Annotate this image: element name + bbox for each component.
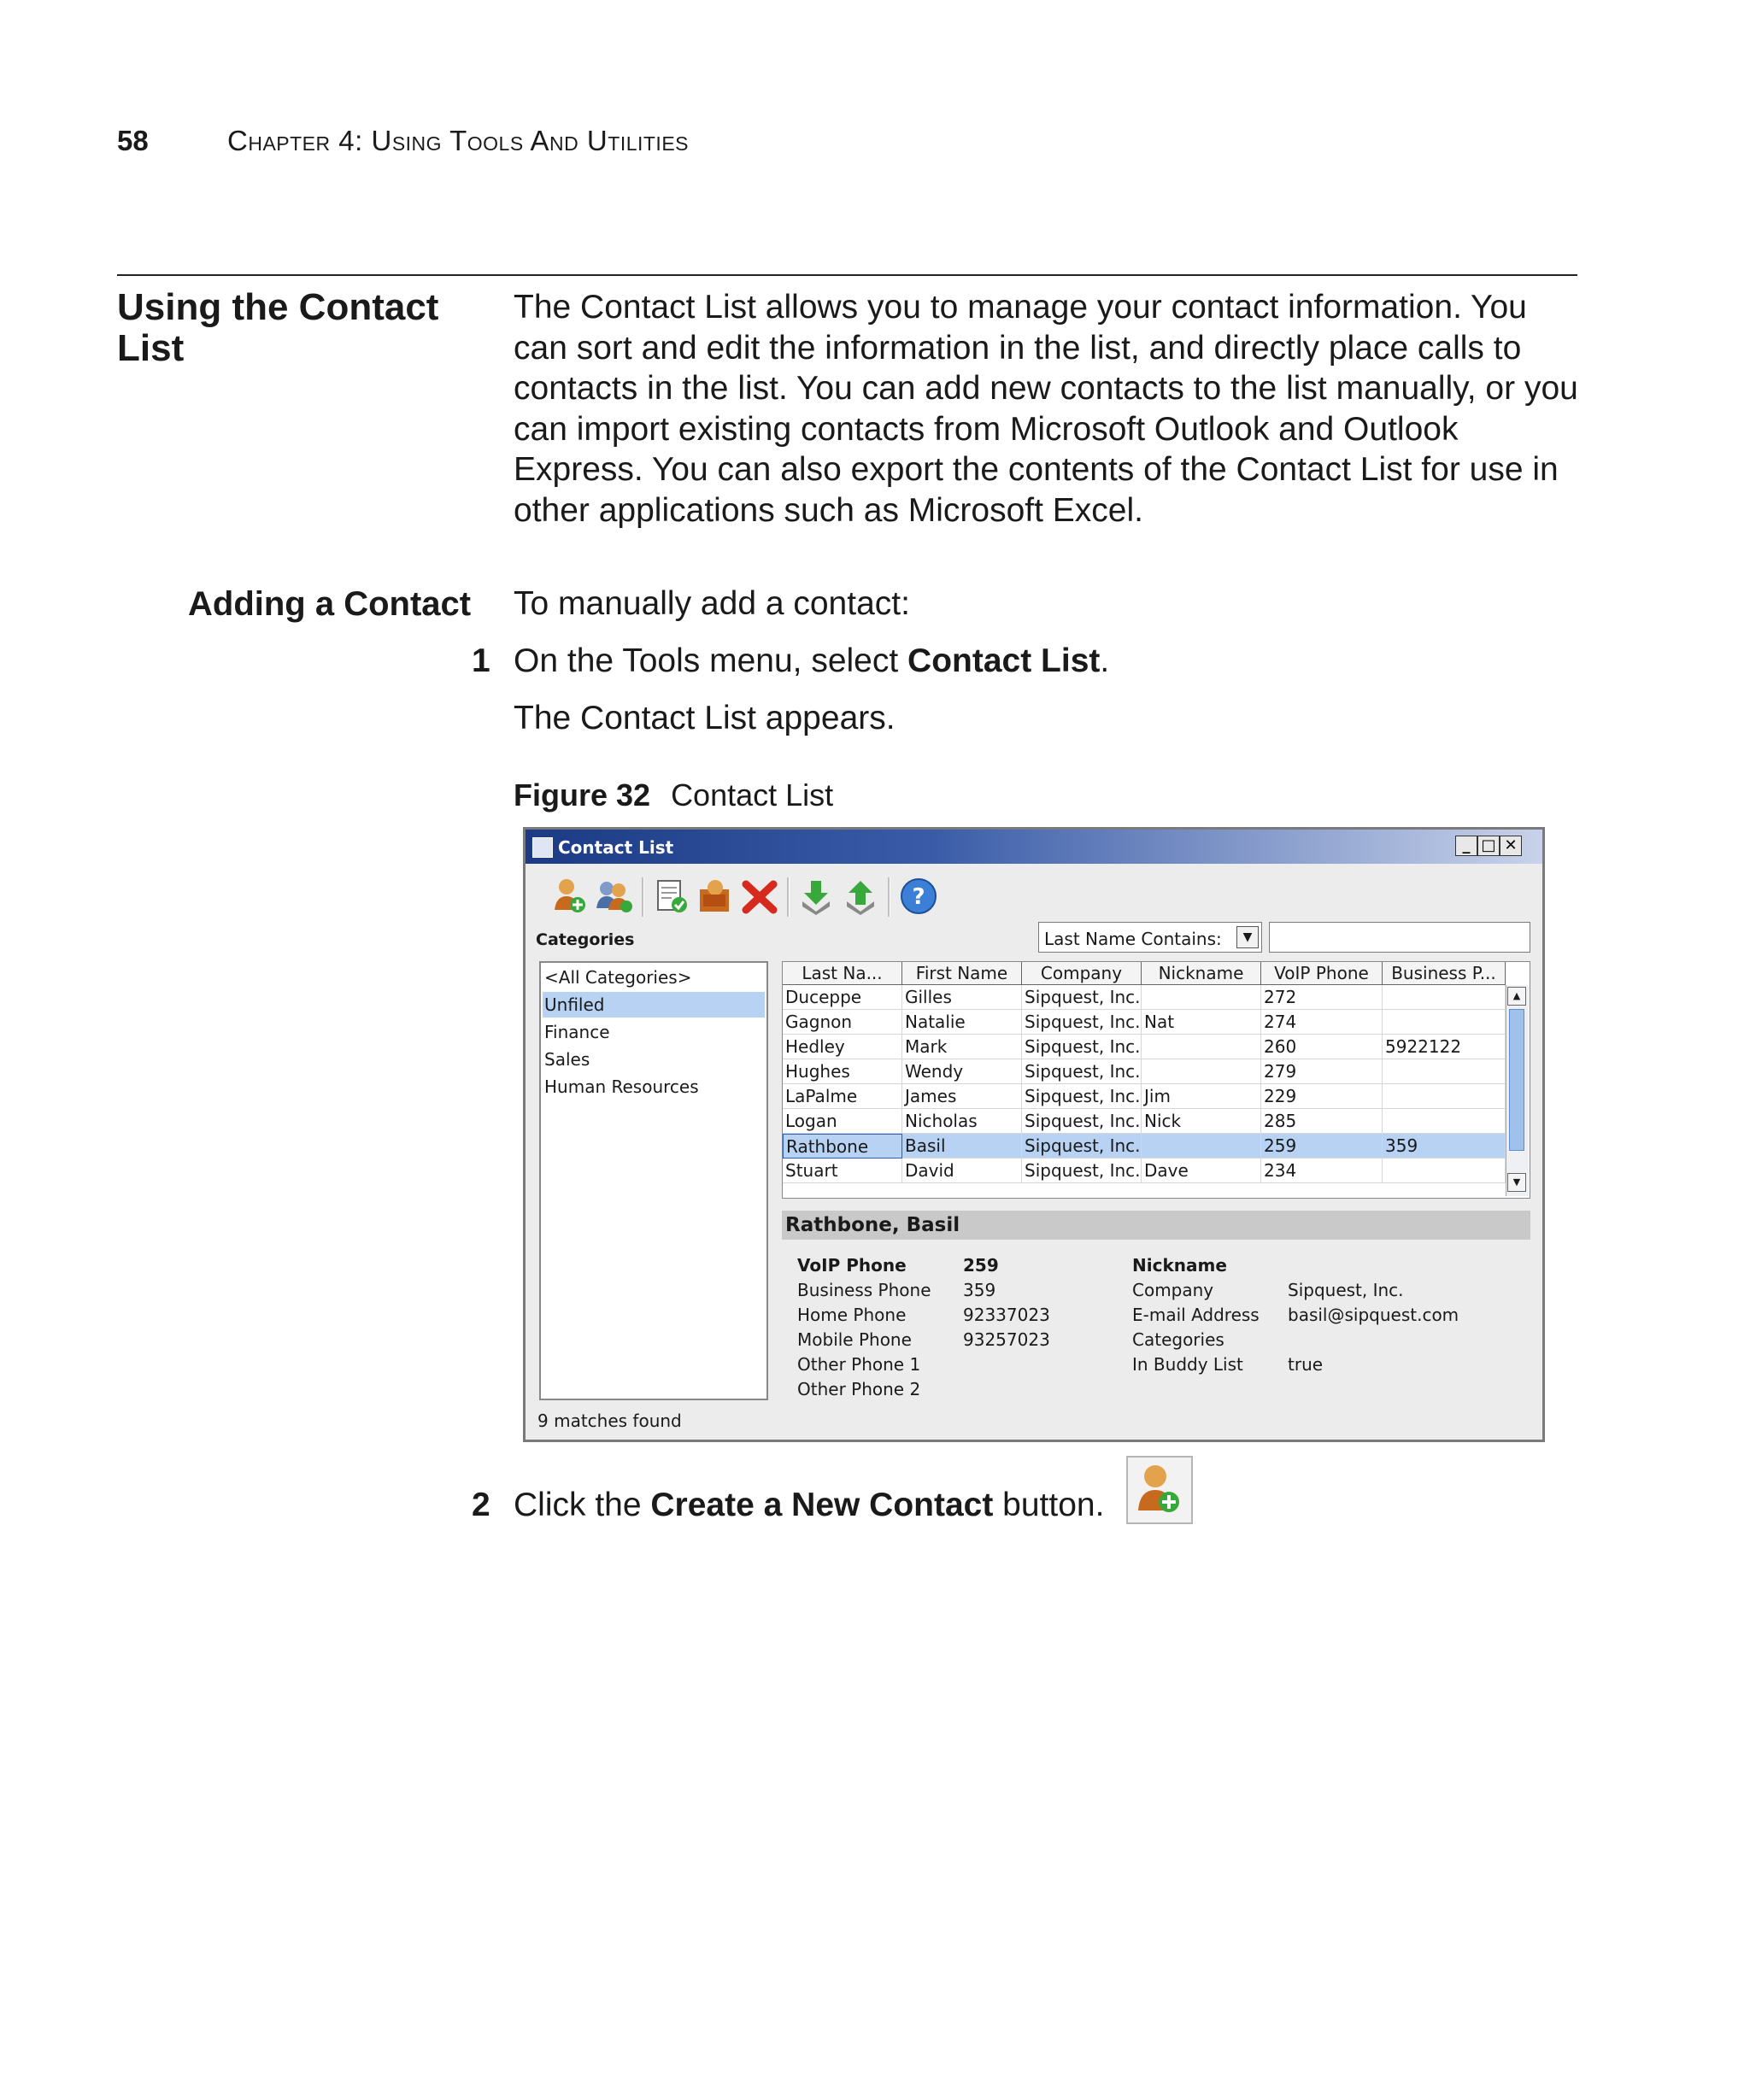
cell-nickname: Dave	[1142, 1159, 1261, 1183]
detail-label: In Buddy List	[1132, 1354, 1243, 1375]
filter-input[interactable]	[1269, 922, 1530, 953]
section-heading: Using the Contact List	[117, 286, 439, 369]
cell-voip-phone: 272	[1261, 985, 1383, 1010]
table-row[interactable]	[783, 985, 1506, 1010]
cell-voip-phone: 285	[1261, 1109, 1383, 1134]
toolbar	[526, 865, 1542, 929]
detail-label: Nickname	[1132, 1255, 1227, 1276]
step-result: The Contact List appears.	[514, 700, 896, 736]
cell-business-phone	[1383, 1084, 1506, 1109]
contact-list-window	[523, 827, 1545, 1442]
new-contact-icon	[1128, 1458, 1191, 1522]
detail-name-header: Rathbone, Basil	[782, 1211, 1530, 1240]
cell-nickname: Jim	[1142, 1084, 1261, 1109]
table-scrollbar[interactable]	[1506, 985, 1529, 1196]
step-text: Click the Create a New Contact button.	[514, 1487, 1105, 1523]
category-item[interactable]: <All Categories>	[544, 967, 692, 988]
step-text: On the Tools menu, select Contact List.	[514, 642, 1110, 679]
cell-company: Sipquest, Inc.	[1022, 1134, 1142, 1159]
cell-company: Sipquest, Inc.	[1022, 1059, 1142, 1084]
cell-voip-phone: 234	[1261, 1159, 1383, 1183]
cell-last-name: Logan	[783, 1109, 902, 1134]
column-header[interactable]: First Name	[902, 962, 1022, 985]
cell-company: Sipquest, Inc.	[1022, 1084, 1142, 1109]
table-row[interactable]	[783, 1010, 1506, 1035]
cell-company: Sipquest, Inc.	[1022, 985, 1142, 1010]
category-item[interactable]: Sales	[544, 1049, 590, 1070]
scroll-up-icon[interactable]: ▲	[1507, 987, 1526, 1006]
figure-caption	[514, 777, 833, 813]
subsection-heading: Adding a Contact	[188, 585, 472, 623]
running-head: Chapter 4: Using Tools And Utilities	[227, 125, 690, 156]
cell-nickname: Nick	[1142, 1109, 1261, 1134]
column-header[interactable]: Nickname	[1142, 962, 1261, 985]
filter-field-select[interactable]	[1038, 922, 1262, 953]
detail-label: Business Phone	[797, 1280, 931, 1300]
detail-label: Home Phone	[797, 1305, 907, 1325]
cell-voip-phone: 274	[1261, 1010, 1383, 1035]
toolbar-separator	[787, 877, 790, 917]
app-icon	[532, 837, 553, 858]
detail-label: VoIP Phone	[797, 1255, 907, 1276]
cell-nickname	[1142, 1134, 1261, 1159]
intro-paragraph: The Contact List allows you to manage your contact information. You can sort and edit the information in the list, and directly place calls to contacts in the list. You can add new contacts to the list manually, or you can import existing contacts from Microsoft Outlook and Outlook Express. You can also export the contents of the Contact List for use in other applications such as Microsoft Excel.	[514, 289, 1578, 529]
cell-first-name: Mark	[902, 1035, 1022, 1059]
new-group-icon[interactable]	[594, 876, 635, 917]
category-item-selected[interactable]: Unfiled	[543, 992, 765, 1018]
category-item[interactable]: Finance	[544, 1022, 610, 1042]
cell-business-phone	[1383, 1159, 1506, 1183]
detail-value: 93257023	[963, 1329, 1050, 1350]
status-text: 9 matches found	[537, 1411, 682, 1431]
table-row[interactable]	[783, 1059, 1506, 1084]
table-row[interactable]	[783, 1084, 1506, 1109]
detail-label: Mobile Phone	[797, 1329, 912, 1350]
cell-company: Sipquest, Inc.	[1022, 1010, 1142, 1035]
scroll-down-icon[interactable]: ▼	[1507, 1173, 1526, 1192]
cell-last-name: Rathbone	[783, 1134, 902, 1159]
cell-last-name: Duceppe	[783, 985, 902, 1010]
edit-contact-icon[interactable]	[650, 876, 691, 917]
cell-first-name: Nicholas	[902, 1109, 1022, 1134]
cell-voip-phone: 260	[1261, 1035, 1383, 1059]
categories-list	[539, 961, 768, 1400]
step-number: 2	[472, 1487, 490, 1523]
contact-properties-icon[interactable]	[695, 876, 736, 917]
cell-business-phone: 5922122	[1383, 1035, 1506, 1059]
cell-company: Sipquest, Inc.	[1022, 1109, 1142, 1134]
table-row[interactable]	[783, 1109, 1506, 1134]
detail-label: E-mail Address	[1132, 1305, 1260, 1325]
cell-business-phone: 359	[1383, 1134, 1506, 1159]
help-icon[interactable]	[898, 876, 939, 917]
scroll-thumb[interactable]	[1509, 1009, 1524, 1151]
column-header[interactable]: VoIP Phone	[1261, 962, 1383, 985]
cell-company: Sipquest, Inc.	[1022, 1035, 1142, 1059]
cell-nickname	[1142, 1059, 1261, 1084]
toolbar-separator	[888, 877, 890, 917]
detail-value: Sipquest, Inc.	[1288, 1280, 1404, 1300]
title-bar[interactable]	[526, 830, 1542, 864]
import-icon[interactable]	[796, 876, 837, 917]
column-header[interactable]: Last Na...	[783, 962, 902, 985]
cell-voip-phone: 229	[1261, 1084, 1383, 1109]
close-icon[interactable]: ✕	[1500, 836, 1522, 856]
cell-last-name: LaPalme	[783, 1084, 902, 1109]
cell-first-name: Natalie	[902, 1010, 1022, 1035]
cell-first-name: David	[902, 1159, 1022, 1183]
cell-business-phone	[1383, 1109, 1506, 1134]
cell-last-name: Gagnon	[783, 1010, 902, 1035]
table-row[interactable]	[783, 1159, 1506, 1183]
detail-value: 92337023	[963, 1305, 1050, 1325]
categories-label: Categories	[536, 930, 635, 949]
detail-value: 359	[963, 1280, 996, 1300]
cell-last-name: Stuart	[783, 1159, 902, 1183]
export-icon[interactable]	[840, 876, 881, 917]
filter-select-value: Last Name Contains:	[1044, 929, 1222, 949]
delete-icon[interactable]	[739, 876, 780, 917]
column-header[interactable]: Company	[1022, 962, 1142, 985]
toolbar-separator	[642, 877, 644, 917]
cell-first-name: Basil	[902, 1134, 1022, 1159]
detail-value: true	[1288, 1354, 1324, 1375]
cell-first-name: James	[902, 1084, 1022, 1109]
figure-title: Contact List	[671, 777, 834, 812]
section-rule	[117, 274, 1577, 276]
detail-value: 259	[963, 1255, 999, 1276]
detail-label: Company	[1132, 1280, 1214, 1300]
minimize-icon[interactable]: _	[1455, 836, 1477, 856]
cell-last-name: Hughes	[783, 1059, 902, 1084]
cell-voip-phone: 279	[1261, 1059, 1383, 1084]
create-new-contact-button	[1126, 1456, 1193, 1524]
table-row-selected[interactable]	[783, 1134, 1506, 1159]
svg-text:?: ?	[912, 884, 925, 910]
contacts-table	[782, 961, 1530, 1199]
cell-nickname	[1142, 985, 1261, 1010]
category-item[interactable]: Human Resources	[544, 1076, 699, 1097]
cell-company: Sipquest, Inc.	[1022, 1159, 1142, 1183]
detail-label: Other Phone 1	[797, 1354, 921, 1375]
window-title: Contact List	[558, 837, 674, 858]
cell-nickname	[1142, 1035, 1261, 1059]
cell-voip-phone: 259	[1261, 1134, 1383, 1159]
cell-nickname: Nat	[1142, 1010, 1261, 1035]
column-header[interactable]: Business P...	[1383, 962, 1506, 985]
table-row[interactable]	[783, 1035, 1506, 1059]
cell-last-name: Hedley	[783, 1035, 902, 1059]
figure-label: Figure 32	[514, 777, 651, 812]
cell-first-name: Gilles	[902, 985, 1022, 1010]
step-number: 1	[472, 642, 490, 679]
page-number: 58	[117, 125, 149, 156]
chevron-down-icon[interactable]: ▼	[1236, 926, 1259, 948]
cell-business-phone	[1383, 1010, 1506, 1035]
cell-business-phone	[1383, 985, 1506, 1010]
detail-label: Categories	[1132, 1329, 1224, 1350]
cell-business-phone	[1383, 1059, 1506, 1084]
new-contact-icon[interactable]	[549, 876, 590, 917]
procedure-lead: To manually add a contact:	[514, 585, 910, 622]
detail-label: Other Phone 2	[797, 1379, 921, 1399]
maximize-icon[interactable]: □	[1477, 836, 1500, 856]
cell-first-name: Wendy	[902, 1059, 1022, 1084]
detail-value: basil@sipquest.com	[1288, 1305, 1459, 1325]
